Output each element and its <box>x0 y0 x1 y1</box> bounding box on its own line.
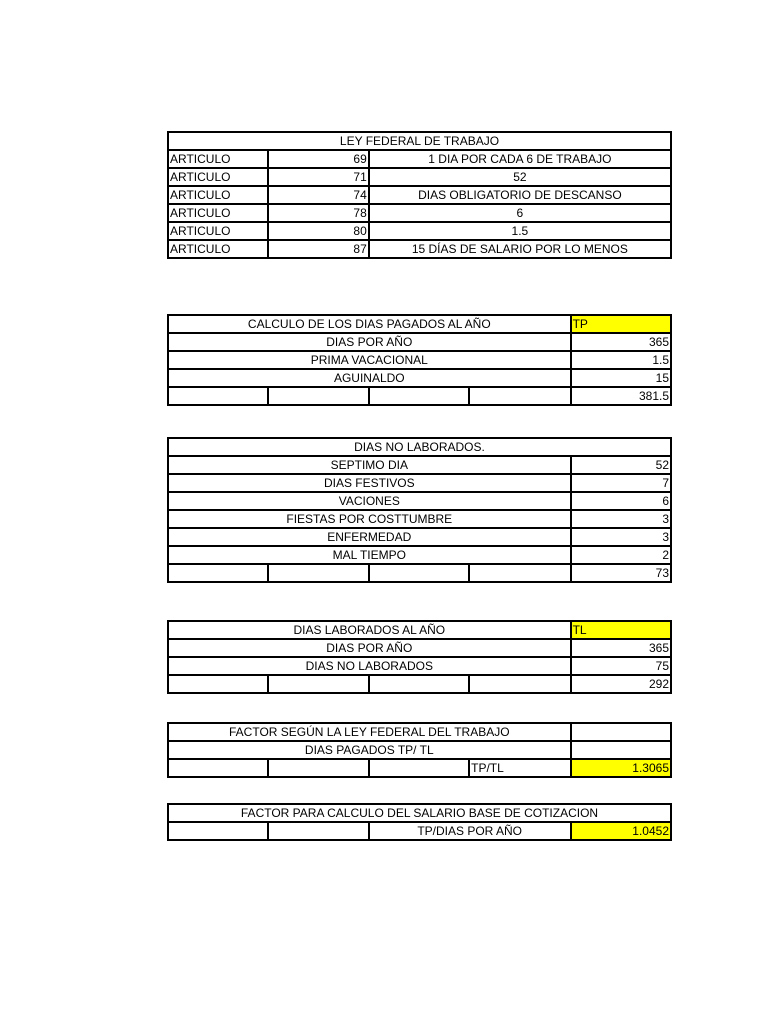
row-label: FIESTAS POR COSTTUMBRE <box>168 510 571 528</box>
row-label: DIAS FESTIVOS <box>168 474 571 492</box>
factor-sbc-value: 1.0452 <box>571 822 671 840</box>
article-number: 78 <box>268 204 368 222</box>
total-value: 73 <box>571 564 671 582</box>
article-desc: 52 <box>369 168 671 186</box>
table-row <box>168 528 671 546</box>
row-label: ARTICULO <box>168 204 268 222</box>
table-row <box>168 474 671 492</box>
factor-ley-value: 1.3065 <box>571 759 671 777</box>
total-value: 381.5 <box>571 387 671 405</box>
table-row <box>168 186 671 204</box>
article-desc: 1 DIA POR CADA 6 DE TRABAJO <box>369 150 671 168</box>
table-row <box>168 150 671 168</box>
table-row <box>168 168 671 186</box>
article-desc: 1.5 <box>369 222 671 240</box>
row-value: 3 <box>571 510 671 528</box>
total-value: 292 <box>571 675 671 693</box>
table-row <box>168 546 671 564</box>
ley-federal-table <box>167 131 672 259</box>
row-label: VACIONES <box>168 492 571 510</box>
row-label: PRIMA VACACIONAL <box>168 351 571 369</box>
total-row <box>168 564 671 582</box>
table-row <box>168 639 671 657</box>
factor-ley-formula: TP/TL <box>469 759 570 777</box>
article-number: 80 <box>268 222 368 240</box>
article-number: 87 <box>268 240 368 258</box>
table-row <box>168 657 671 675</box>
total-row <box>168 387 671 405</box>
article-desc: DIAS OBLIGATORIO DE DESCANSO <box>369 186 671 204</box>
row-label: ARTICULO <box>168 186 268 204</box>
table-row <box>168 351 671 369</box>
dias-pagados-table <box>167 314 672 406</box>
row-value: 75 <box>571 657 671 675</box>
row-value: 15 <box>571 369 671 387</box>
row-label: ARTICULO <box>168 222 268 240</box>
row-label: ARTICULO <box>168 240 268 258</box>
row-label: ARTICULO <box>168 168 268 186</box>
row-label: SEPTIMO DIA <box>168 456 571 474</box>
factor-ley-subtitle: DIAS PAGADOS TP/ TL <box>168 741 571 759</box>
table-row <box>168 369 671 387</box>
factor-ley-table <box>167 722 672 778</box>
table-row <box>168 492 671 510</box>
table-row <box>168 204 671 222</box>
table-row <box>168 510 671 528</box>
laborados-title: DIAS LABORADOS AL AÑO <box>168 621 571 639</box>
total-row <box>168 675 671 693</box>
article-desc: 15 DÍAS DE SALARIO POR LO MENOS <box>369 240 671 258</box>
row-label: DIAS POR AÑO <box>168 333 571 351</box>
row-value: 365 <box>571 333 671 351</box>
table-row <box>168 222 671 240</box>
article-desc: 6 <box>369 204 671 222</box>
dias-no-laborados-table <box>167 437 672 583</box>
table-row <box>168 240 671 258</box>
row-value: 52 <box>571 456 671 474</box>
row-label: ENFERMEDAD <box>168 528 571 546</box>
ley-title: LEY FEDERAL DE TRABAJO <box>168 132 671 150</box>
row-label: DIAS NO LABORADOS <box>168 657 571 675</box>
table-row <box>168 333 671 351</box>
article-number: 74 <box>268 186 368 204</box>
row-value: 6 <box>571 492 671 510</box>
pagados-title: CALCULO DE LOS DIAS PAGADOS AL AÑO <box>168 315 571 333</box>
row-label: MAL TIEMPO <box>168 546 571 564</box>
factor-sbc-formula: TP/DIAS POR AÑO <box>369 822 571 840</box>
row-value: 365 <box>571 639 671 657</box>
tl-tag: TL <box>571 621 671 639</box>
dias-laborados-table <box>167 620 672 694</box>
row-label: ARTICULO <box>168 150 268 168</box>
row-value: 2 <box>571 546 671 564</box>
table-row <box>168 456 671 474</box>
row-value: 1.5 <box>571 351 671 369</box>
article-number: 71 <box>268 168 368 186</box>
factor-ley-title: FACTOR SEGÚN LA LEY FEDERAL DEL TRABAJO <box>168 723 571 741</box>
row-value: 3 <box>571 528 671 546</box>
article-number: 69 <box>268 150 368 168</box>
factor-sbc-title: FACTOR PARA CALCULO DEL SALARIO BASE DE COTIZACION <box>168 804 671 822</box>
tp-tag: TP <box>571 315 671 333</box>
row-label: AGUINALDO <box>168 369 571 387</box>
row-value: 7 <box>571 474 671 492</box>
factor-sbc-table <box>167 803 672 841</box>
row-label: DIAS POR AÑO <box>168 639 571 657</box>
no-laborados-title: DIAS NO LABORADOS. <box>168 438 671 456</box>
